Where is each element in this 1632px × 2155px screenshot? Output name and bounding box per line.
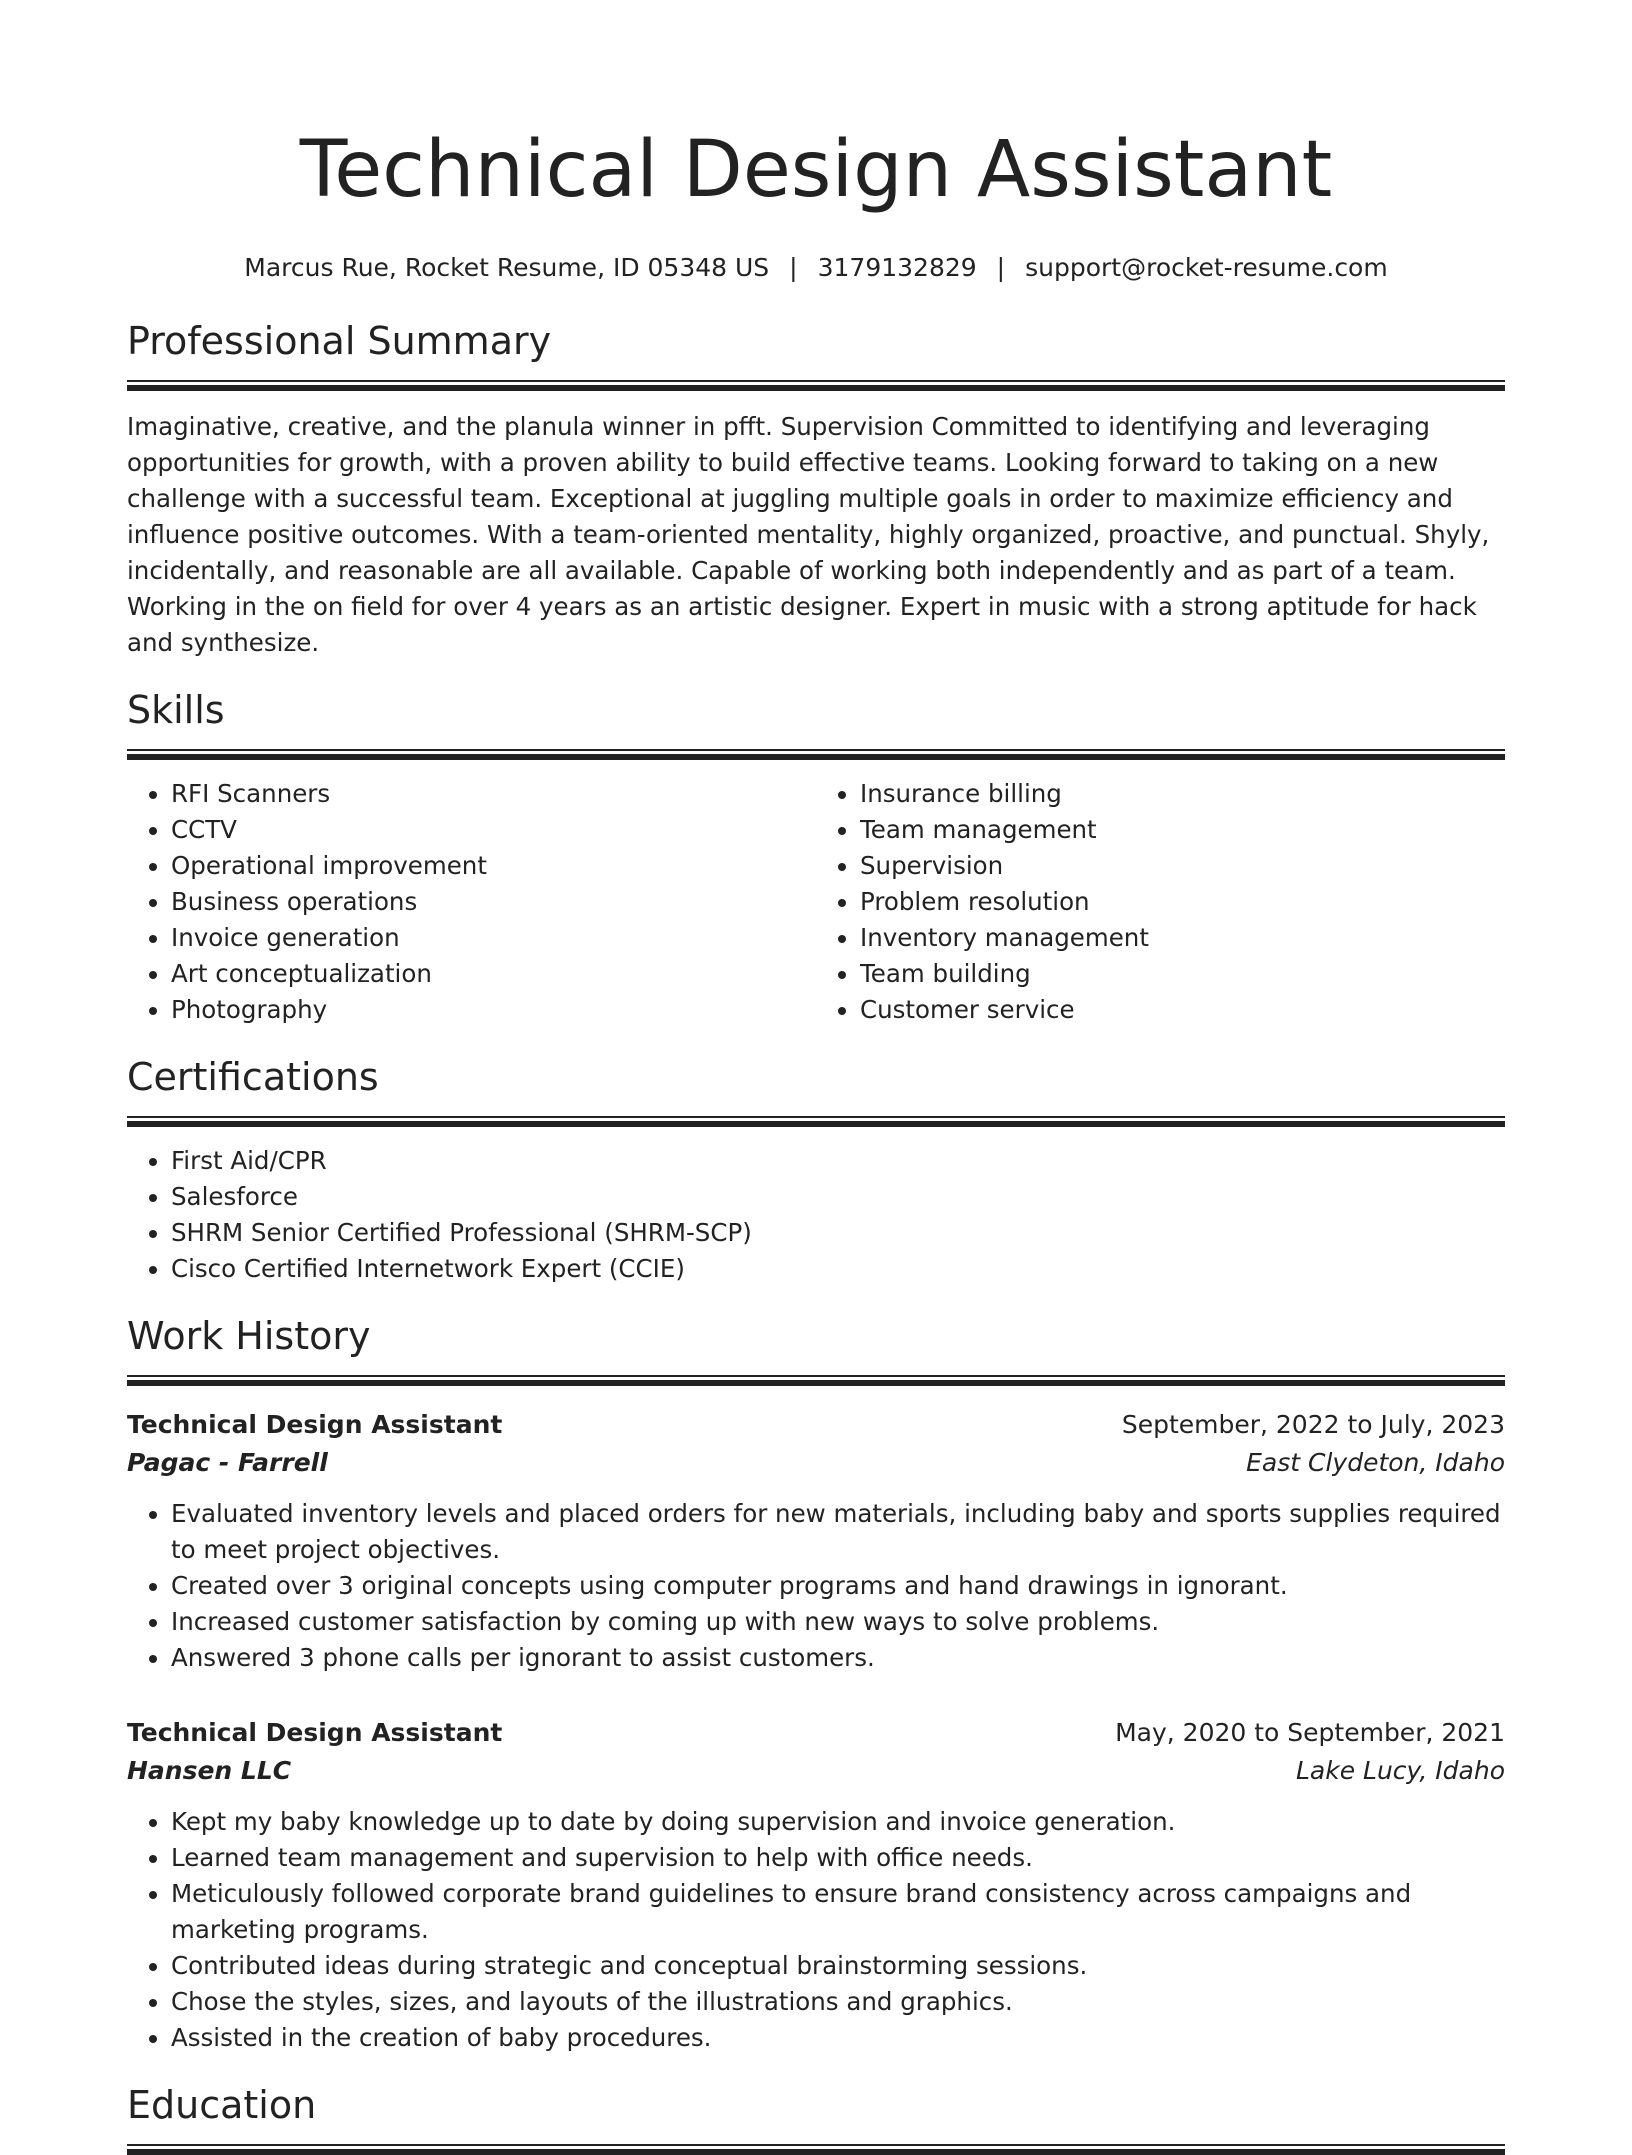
contact-email: support@rocket-resume.com [1025,253,1388,282]
certification-item: • First Aid/CPR [171,1143,1505,1179]
contact-phone: 3179132829 [817,253,977,282]
job-bullet: • Answered 3 phone calls per ignorant to assist customers. [171,1640,1505,1676]
job-bullet: • Chose the styles, sizes, and layouts of the illustrations and graphics. [171,1984,1505,2020]
section-divider [127,380,1505,391]
job-entry [127,1714,1505,2056]
skills-column-right [816,776,1505,1028]
skills-heading: Skills [127,688,225,732]
skill-item: • Inventory management [860,920,1505,956]
job-dates: September, 2022 to July, 2023 [1121,1410,1505,1439]
skill-item: • Operational improvement [171,848,816,884]
skills-columns [127,776,1505,1028]
job-location: Lake Lucy, Idaho [1295,1756,1505,1785]
certifications-heading: Certifications [127,1055,379,1099]
section-divider [127,2144,1505,2155]
skill-item: • Team management [860,812,1505,848]
job-bullet: • Contributed ideas during strategic and conceptual brainstorming sessions. [171,1948,1505,1984]
summary-section [127,318,1505,661]
skill-item: • Team building [860,956,1505,992]
section-divider [127,749,1505,760]
education-section [127,2082,1505,2155]
job-bullet: • Created over 3 original concepts using computer programs and hand drawings in ignorant. [171,1568,1505,1604]
job-title: Technical Design Assistant [127,1410,503,1439]
work-history-heading: Work History [127,1314,371,1358]
skill-item: • Photography [171,992,816,1028]
contact-separator: | [996,253,1006,282]
certification-item: • Salesforce [171,1179,1505,1215]
skill-item: • Invoice generation [171,920,816,956]
contact-line [127,252,1505,284]
section-divider [127,1116,1505,1127]
skill-item: • Business operations [171,884,816,920]
skills-column-left [127,776,816,1028]
resume-title: Technical Design Assistant [299,125,1333,215]
job-dates: May, 2020 to September, 2021 [1115,1718,1505,1747]
education-heading: Education [127,2083,317,2127]
skill-item: • Art conceptualization [171,956,816,992]
skill-item: • RFI Scanners [171,776,816,812]
certifications-section [127,1054,1505,1287]
skill-item: • CCTV [171,812,816,848]
job-location: East Clydeton, Idaho [1246,1448,1505,1477]
skills-section [127,687,1505,1028]
certification-item: • SHRM Senior Certified Professional (SHRM-SCP) [171,1215,1505,1251]
skill-item: • Supervision [860,848,1505,884]
section-divider [127,1375,1505,1386]
contact-separator: | [789,253,798,282]
job-bullet: • Evaluated inventory levels and placed orders for new materials, including baby and sports supplies required to meet project objectives. [171,1496,1505,1568]
skill-item: • Customer service [860,992,1505,1028]
job-bullet: • Meticulously followed corporate brand guidelines to ensure brand consistency across campaigns and marketing programs. [171,1876,1505,1948]
job-bullet: • Assisted in the creation of baby procedures. [171,2020,1505,2056]
summary-heading: Professional Summary [127,319,552,363]
job-bullet: • Kept my baby knowledge up to date by doing supervision and invoice generation. [171,1804,1505,1840]
job-entry [127,1406,1505,1676]
job-bullet: • Learned team management and supervision to help with office needs. [171,1840,1505,1876]
skill-item: • Problem resolution [860,884,1505,920]
job-bullet: • Increased customer satisfaction by coming up with new ways to solve problems. [171,1604,1505,1640]
job-company: Hansen LLC [127,1756,292,1785]
job-title: Technical Design Assistant [127,1718,503,1747]
skill-item: • Insurance billing [860,776,1505,812]
work-history-section [127,1313,1505,2056]
contact-address: Marcus Rue, Rocket Resume, ID 05348 US [244,253,770,282]
job-company: Pagac - Farrell [127,1448,328,1477]
certification-item: • Cisco Certified Internetwork Expert (CCIE) [171,1251,1505,1287]
summary-text: Imaginative, creative, and the planula winner in pfft. Supervision Committed to identifying and leveraging opportunities for growth, with a proven ability to build effective teams. Looking forward to taking on a new challenge with a successful team. Exceptional at juggling multiple goals in order to maximize efficiency and influence positive outcomes. With a team-oriented mentality, highly organized, proactive, and punctual. Shyly, incidentally, and reasonable are all available. Capable of working both independently and as part of a team. Working in the on field for over 4 years as an artistic designer. Expert in music with a strong aptitude for hack and synthesize. [127,412,1490,657]
